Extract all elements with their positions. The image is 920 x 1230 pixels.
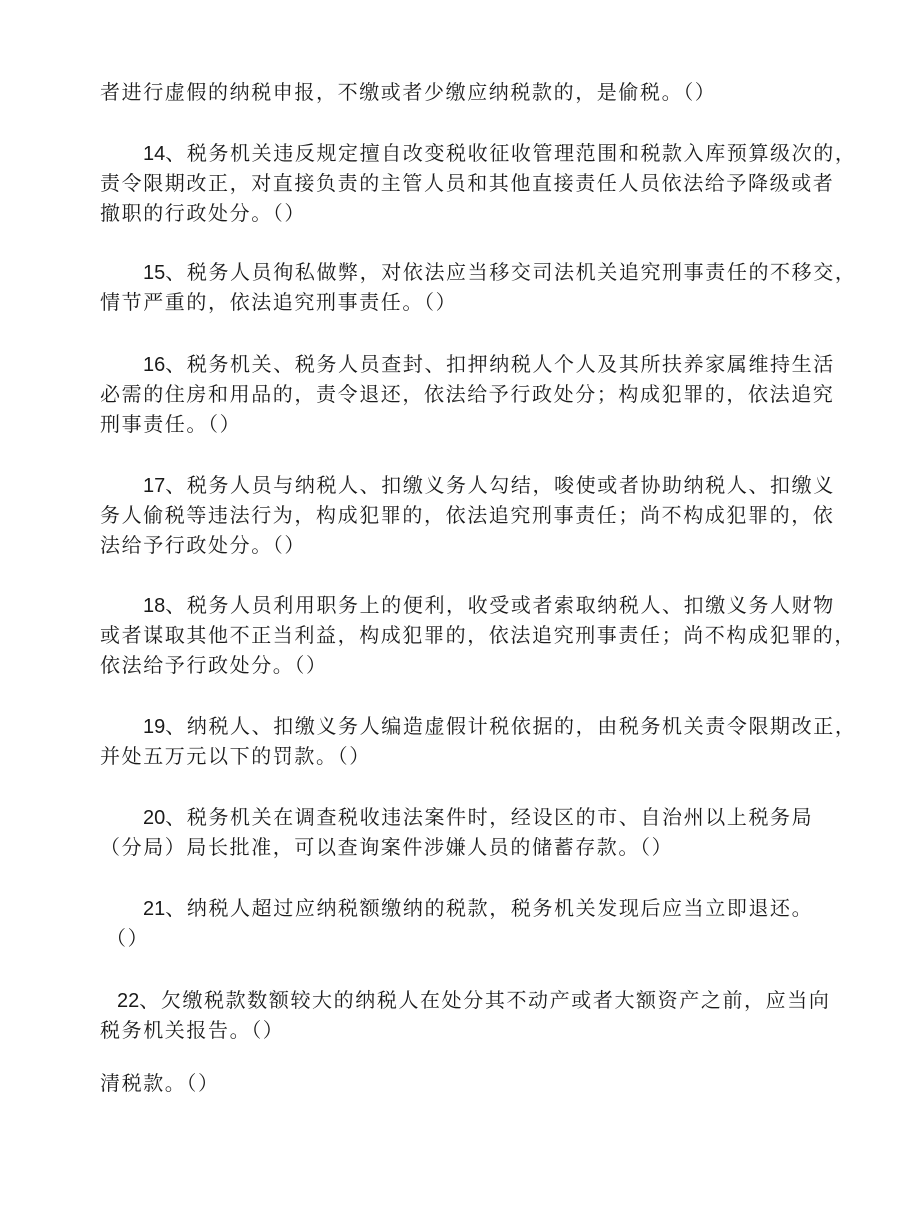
question-number: 14 bbox=[143, 143, 166, 165]
line-text: （分局）局长批准，可以查询案件涉嫌人员的储蓄存款。（） bbox=[100, 835, 674, 859]
line-text: 法给予行政处分。（） bbox=[100, 533, 306, 557]
question-21-line-1 bbox=[143, 893, 813, 924]
line-text: 情节严重的，依法追究刑事责任。（） bbox=[100, 290, 458, 314]
question-17-line-2 bbox=[100, 500, 834, 530]
line-text: 责令限期改正，对直接负责的主管人员和其他直接责任人员依法给予降级或者 bbox=[100, 171, 835, 195]
line-text: 撤职的行政处分。（） bbox=[100, 201, 306, 225]
question-18-line-2 bbox=[100, 620, 856, 650]
line-text: 必需的住房和用品的，责令退还，依法给予行政处分；构成犯罪的，依法追究 bbox=[100, 382, 835, 406]
question-18-line-1 bbox=[143, 590, 835, 621]
question-22-line-2 bbox=[100, 1015, 284, 1045]
line-text: 清税款。（） bbox=[100, 1071, 220, 1095]
question-17-line-1 bbox=[143, 470, 835, 501]
question-19-line-1 bbox=[143, 711, 856, 742]
line-text: 或者谋取其他不正当利益，构成犯罪的，依法追究刑事责任；尚不构成犯罪的， bbox=[100, 623, 856, 647]
question-20-line-1 bbox=[143, 802, 813, 833]
line-text: 、税务人员与纳税人、扣缴义务人勾结，唆使或者协助纳税人、扣缴义 bbox=[165, 473, 835, 497]
question-14-line-1 bbox=[143, 138, 856, 169]
question-number: 15 bbox=[143, 262, 166, 284]
text-line bbox=[100, 1068, 220, 1098]
question-22-line-1 bbox=[117, 985, 830, 1016]
question-16-line-3 bbox=[100, 409, 241, 439]
question-19-line-2 bbox=[100, 741, 371, 771]
line-text: 务人偷税等违法行为，构成犯罪的，依法追究刑事责任；尚不构成犯罪的，依 bbox=[100, 503, 835, 527]
question-14-line-3 bbox=[100, 198, 306, 228]
line-text: 税务机关报告。（） bbox=[100, 1018, 285, 1042]
question-number: 16 bbox=[143, 354, 166, 376]
line-text: 、欠缴税款数额较大的纳税人在处分其不动产或者大额资产之前，应当向 bbox=[139, 988, 831, 1012]
question-number: 20 bbox=[143, 807, 166, 829]
line-text: 、税务人员利用职务上的便利，收受或者索取纳税人、扣缴义务人财物 bbox=[165, 593, 835, 617]
line-text: 并处五万元以下的罚款。（） bbox=[100, 744, 371, 768]
question-17-line-3 bbox=[100, 530, 306, 560]
line-text: （） bbox=[106, 926, 150, 950]
line-text: 、税务机关、税务人员查封、扣押纳税人个人及其所扶养家属维持生活 bbox=[165, 352, 835, 376]
line-text: 刑事责任。（） bbox=[100, 412, 242, 436]
question-number: 17 bbox=[143, 475, 166, 497]
question-number: 21 bbox=[143, 898, 166, 920]
question-16-line-2 bbox=[100, 379, 834, 409]
line-text: 、纳税人、扣缴义务人编造虚假计税依据的，由税务机关责令限期改正， bbox=[165, 714, 857, 738]
question-18-line-3 bbox=[100, 650, 328, 680]
question-20-line-2 bbox=[100, 832, 673, 862]
line-text: 依法给予行政处分。（） bbox=[100, 653, 328, 677]
question-number: 18 bbox=[143, 595, 166, 617]
question-15-line-1 bbox=[143, 257, 856, 288]
question-number: 19 bbox=[143, 716, 166, 738]
line-text: 、税务机关在调查税收违法案件时，经设区的市、自治州以上税务局 bbox=[165, 805, 814, 829]
question-15-line-2 bbox=[100, 287, 457, 317]
line-text: 、税务人员徇私做弊，对依法应当移交司法机关追究刑事责任的不移交， bbox=[165, 260, 857, 284]
question-14-line-2 bbox=[100, 168, 834, 198]
line-text: 者进行虚假的纳税申报，不缴或者少缴应纳税款的，是偷税。（） bbox=[100, 80, 717, 104]
text-line bbox=[100, 77, 716, 107]
line-text: 、纳税人超过应纳税额缴纳的税款，税务机关发现后应当立即退还。 bbox=[165, 896, 814, 920]
question-number: 22 bbox=[117, 990, 140, 1012]
question-21-line-2 bbox=[106, 923, 149, 953]
question-16-line-1 bbox=[143, 349, 835, 380]
line-text: 、税务机关违反规定擅自改变税收征收管理范围和税款入库预算级次的， bbox=[165, 141, 857, 165]
